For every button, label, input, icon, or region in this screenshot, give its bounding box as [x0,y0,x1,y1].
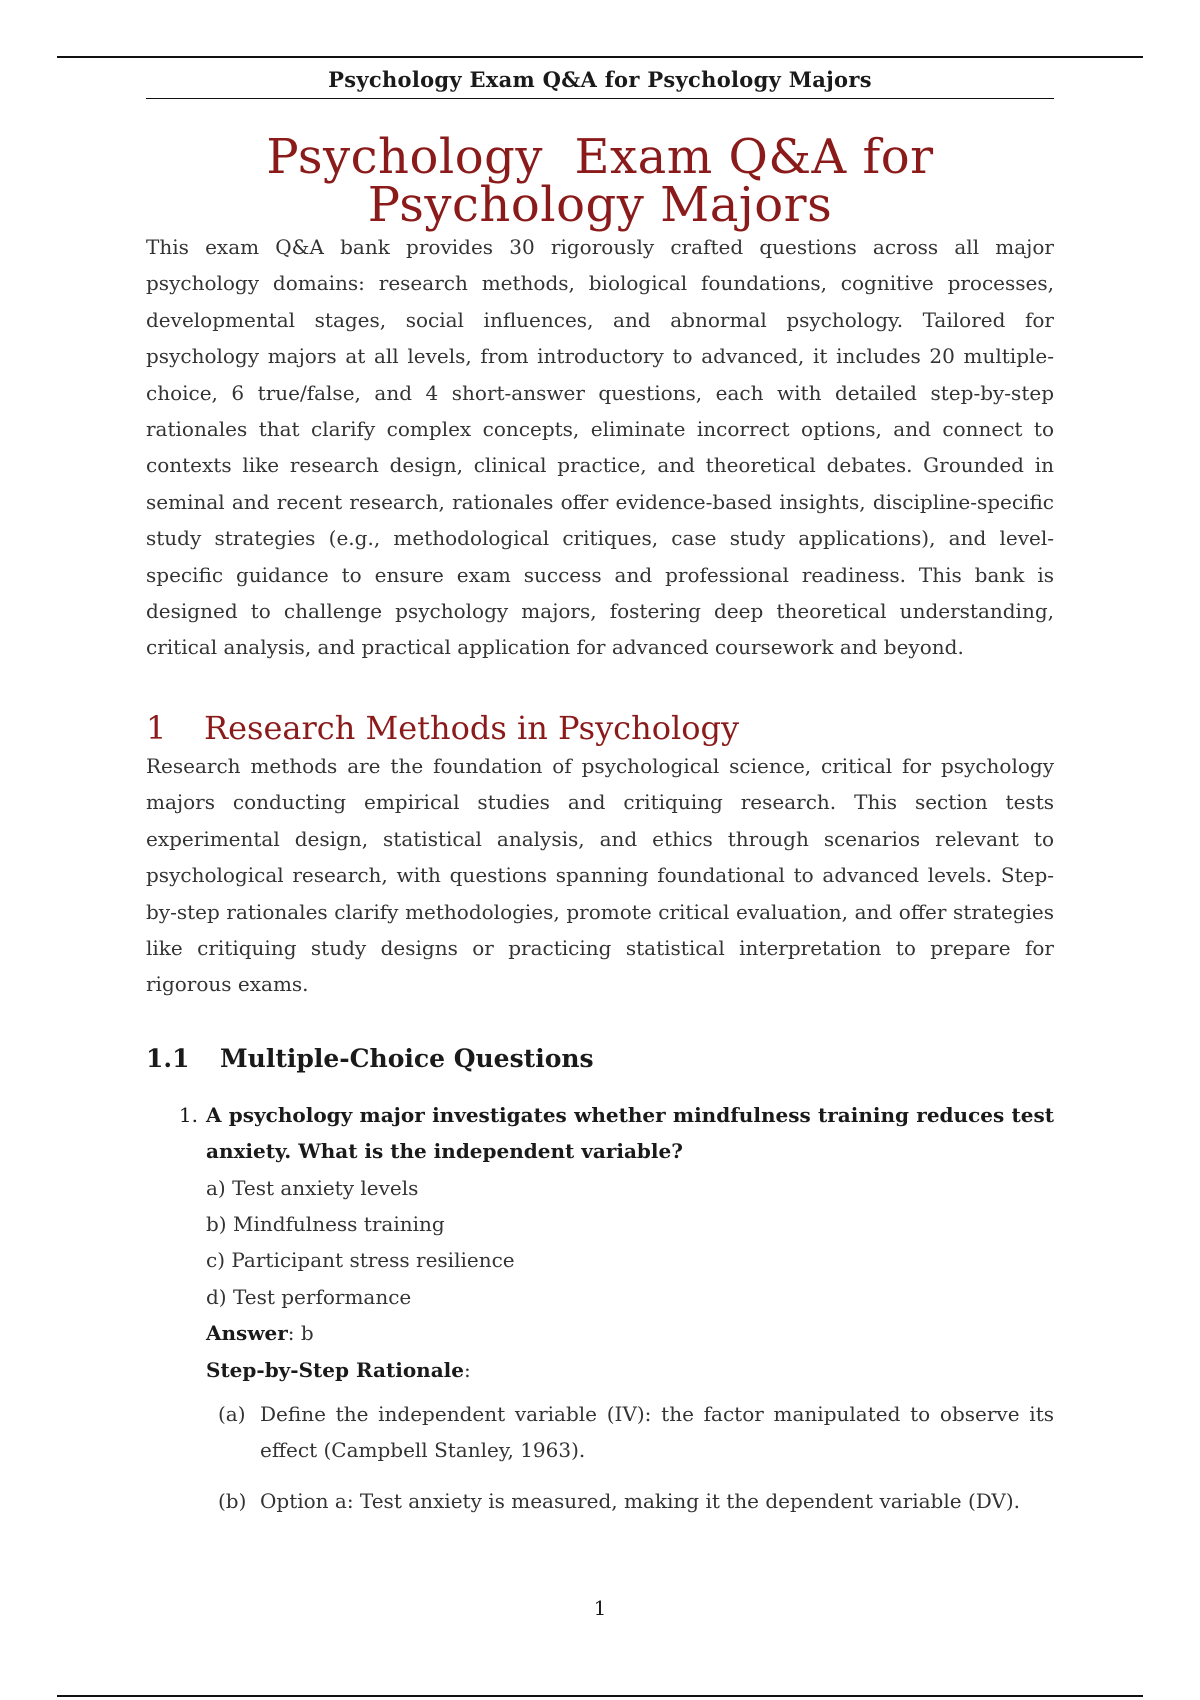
answer-line [206,1315,1054,1351]
option-d: d) Test performance [206,1284,412,1309]
document-title [146,129,1054,233]
step-text: Define the independent variable (IV): the factor manipulated to observe its effect (Campbell Stanley, 1963). [260,1401,1054,1463]
bottom-rule [57,1695,1143,1697]
rationale-colon: : [464,1357,471,1382]
step-text: Option a: Test anxiety is measured, making it the dependent variable (DV). [260,1488,1021,1513]
answer-label: Answer [206,1321,288,1346]
page-content [146,66,1054,1533]
question-body [206,1097,1054,1533]
rationale-step [206,1483,1054,1519]
question-number: 1. [178,1102,198,1127]
page-number: 1 [593,1596,607,1620]
step-label: (b) [218,1488,247,1513]
question-list [146,1097,1054,1533]
step-label: (a) [218,1401,246,1426]
subsection-title: Multiple-Choice Questions [220,1043,594,1073]
option-c: c) Participant stress resilience [206,1248,515,1273]
document-title-line-2: Psychology Majors [367,177,833,233]
question-item [146,1097,1054,1533]
option-b: b) Mindfulness training [206,1211,445,1236]
section-number: 1 [146,708,167,747]
rationale-heading [206,1352,1054,1388]
subsection-heading [146,1043,1054,1075]
section-paragraph: Research methods are the foundation of psychological science, critical for psychology majors conducting empirical studies and critiquing research. This section tests experimental design, statistical analysis, and ethics through scenarios relevant to psychological research, with questions spanning foundational to advanced levels. Step-by-step rationales clarify methodologies, promote critical evaluation, and offer strategies like critiquing study designs or practicing statistical interpretation to prepare for rigorous exams. [146,753,1054,997]
section-heading [146,708,1054,748]
intro-paragraph: This exam Q&A bank provides 30 rigorously crafted questions across all major psychology domains: research methods, biological foundations, cognitive processes, developmental stages, social influences, and abnormal psychology. Tailored for psychology majors at all levels, from introductory to advanced, it includes 20 multiple-choice, 6 true/false, and 4 short-answer questions, each with detailed step-by-step rationales that clarify complex concepts, eliminate incorrect options, and connect to contexts like research design, clinical practice, and theoretical debates. Grounded in seminal and recent research, rationales offer evidence-based insights, discipline-specific study strategies (e.g., methodological critiques, case study applications), and level-specific guidance to ensure exam success and professional readiness. This bank is designed to challenge psychology majors, fostering deep theoretical understanding, critical analysis, and practical application for advanced coursework and beyond. [146,235,1054,660]
section-title: Research Methods in Psychology [204,708,740,747]
running-header: Psychology Exam Q&A for Psychology Majors [146,66,1054,99]
rationale-step [206,1396,1054,1469]
subsection-number: 1.1 [146,1043,190,1073]
rationale-label: Step-by-Step Rationale [206,1357,464,1382]
rationale-steps [206,1396,1054,1519]
question-text: A psychology major investigates whether mindfulness training reduces test anxiety. What is the independent variable? [206,1102,1054,1164]
top-rule [57,56,1143,58]
option-a: a) Test anxiety levels [206,1175,419,1200]
document-title-line-1: Psychology Exam Q&A for [266,129,934,185]
answer-value: : b [287,1321,314,1346]
